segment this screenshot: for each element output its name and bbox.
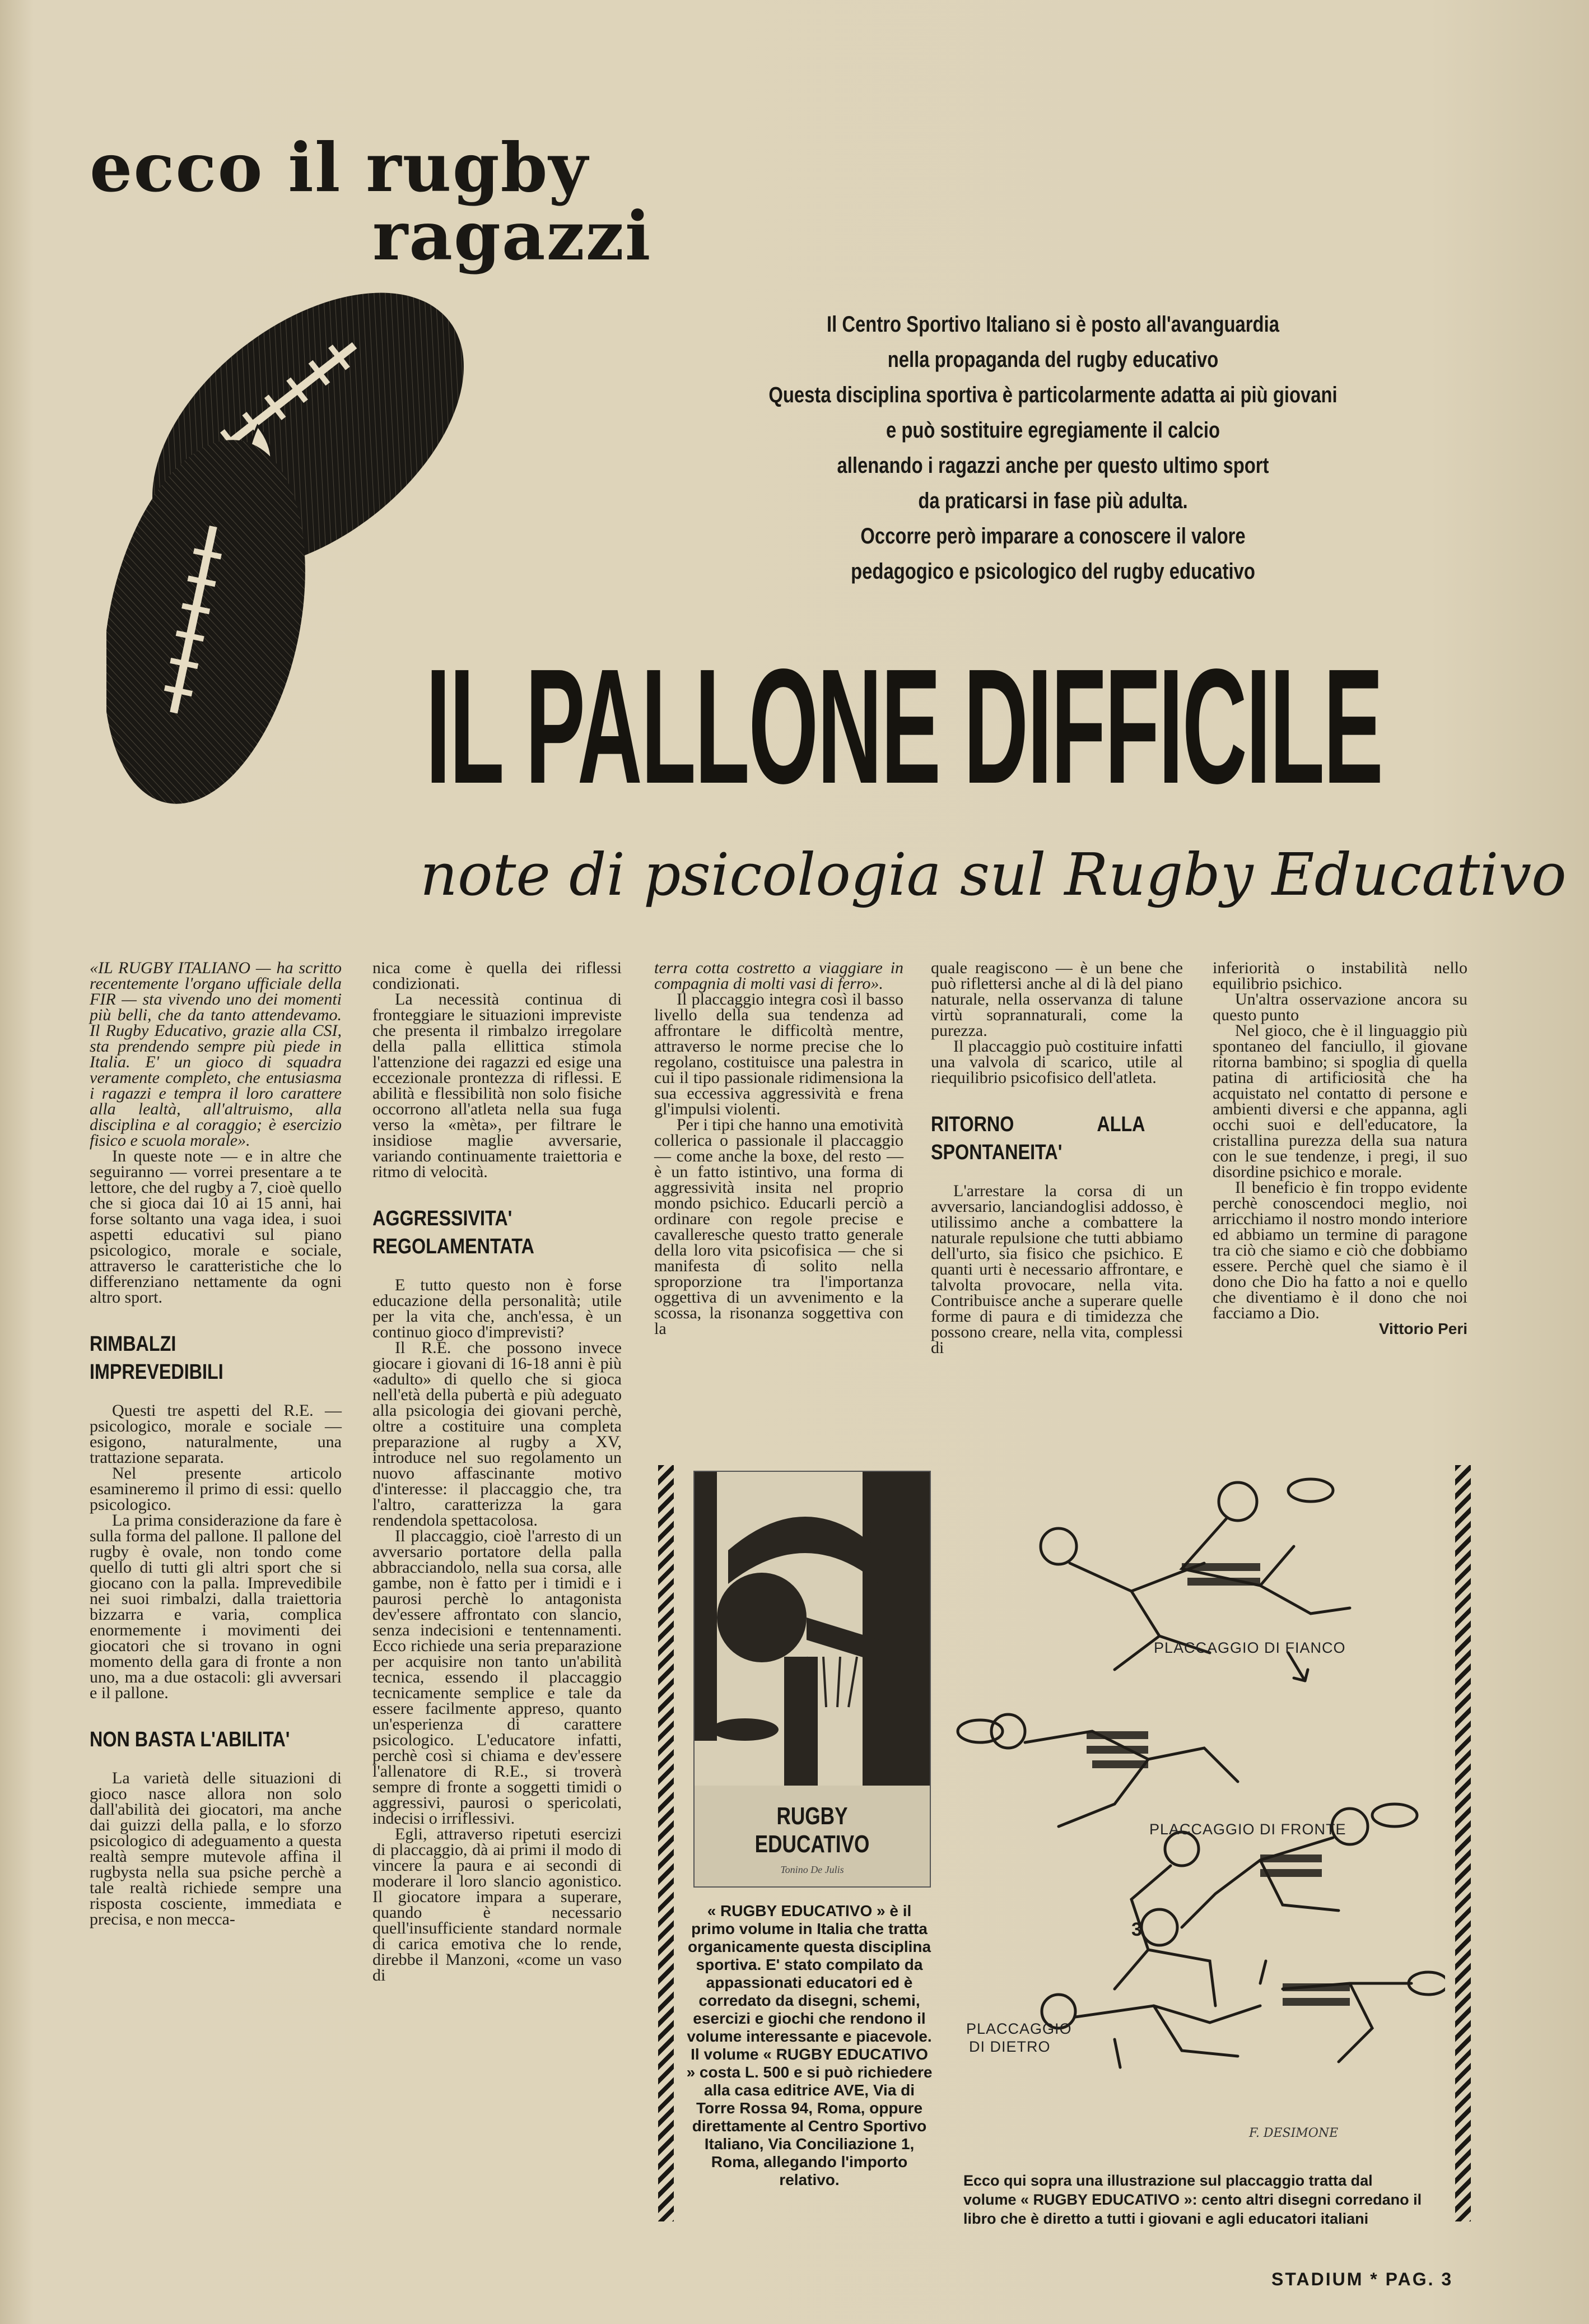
paragraph: inferiorità o instabilità nello equilibrio psichico. xyxy=(1213,959,1467,993)
label-behind-tackle-2: DI DIETRO xyxy=(969,2038,1051,2055)
subhead: note di psicologia sul Rugby Educativo xyxy=(420,840,1567,909)
label-behind-tackle-1: PLACCAGGIO xyxy=(966,2020,1072,2037)
label-side-tackle: PLACCAGGIO DI FIANCO xyxy=(1154,1639,1346,1656)
section-heading: NON BASTA L'ABILITA' xyxy=(90,1728,290,1751)
paragraph: E tutto questo non è forse educazione della personalità; utile per la vita che, anch'essa, è un continuo gioco d'imprevisti? xyxy=(372,1276,622,1341)
page-folio: STADIUM * PAG. 3 xyxy=(1271,2269,1453,2289)
article-column-1 xyxy=(90,960,342,1927)
box-border-right xyxy=(1455,1465,1471,2221)
section-heading: RIMBALZI IMPREVEDIBILI xyxy=(90,1332,223,1384)
paragraph: nica come è quella dei riflessi condizionati. xyxy=(372,959,622,993)
article-column-3 xyxy=(654,960,903,1337)
paragraph: La varietà delle situazioni di gioco nasce allora non solo dall'abilità dei giocatori, ma anche dai guizzi della palla, e lo sforzo psicologico di adeguamento a questa realtà sempre mutevole affina il rugbysta nella sua psiche perchè a tale realtà richiede sempre una risposta cosciente, immediata e precisa, e non mecca- xyxy=(90,1769,342,1928)
author-signature: Vittorio Peri xyxy=(1378,1320,1467,1337)
deck-line: da praticarsi in fase più adulta. xyxy=(918,489,1188,513)
tackle-illustration xyxy=(947,1468,1445,2101)
article-column-5 xyxy=(1213,960,1467,1337)
artist-signature: F. DESIMONE xyxy=(1249,2126,1339,2140)
headline: IL PALLONE DIFFICILE xyxy=(426,635,1382,817)
paragraph: Il R.E. che possono invece giocare i giovani di 16-18 anni è più «adulto» di quello che si gioca nell'età della pubertà e più adeguato alla psicologia dei giovani perchè, oltre a costituire una completa preparazione al rugby a XV, introduce nel suo regolamento un nuovo affascinante motivo d'interesse: il placcaggio che, tra l'altro, caratterizza la gara rendendola spettacolosa. xyxy=(372,1338,622,1530)
section-heading: AGGRESSIVITA' REGOLAMENTATA xyxy=(372,1207,534,1258)
deck-line: allenando i ragazzi anche per questo ultimo sport xyxy=(837,453,1269,478)
section-heading: RITORNO ALLA SPONTANEITA' xyxy=(931,1113,1145,1164)
book-cover-title: RUGBY EDUCATIVO xyxy=(754,1802,870,1858)
kicker-line-2: ragazzi xyxy=(372,197,652,276)
paragraph: Nel gioco, che è il linguaggio più spontaneo del fanciullo, il giovane ritorna bambino; si spoglia di quella patina di artificiosità che ha acquistato nel contatto di persone e ambienti diversi e che appanna, agli occhi suoi e dell'educatore, la cristallina purezza della sua natura con le sue tendenze, i pregi, il suo disordine psichico e morale. xyxy=(1213,1021,1467,1181)
book-cover-art xyxy=(695,1472,930,1786)
paragraph: quale reagiscono — è un bene che può riflettersi anche al di là del piano naturale, nella osservanza di talune virtù soprannaturali, come la purezza. xyxy=(931,959,1183,1040)
intro-quote: «IL RUGBY ITALIANO — ha scritto recentemente l'organo ufficiale della FIR — sta vivendo uno dei momenti più belli, che da tanto attendevamo. Il Rugby Educativo, grazie alla CSI, sta prendendo sempre più piede in Italia. E' un gioco di squadra veramente completo, che entusiasma i ragazzi e tempra il loro carattere alla lealtà, all'altruismo, alla disciplina e al coraggio; è esercizio fisico e scuola morale». xyxy=(90,959,342,1150)
paragraph: Egli, attraverso ripetuti esercizi di placcaggio, dà ai primi il modo di vincere la paura e ai secondi di moderare il loro slancio agonistico. Il giocatore impara a superare, quando è necessario quell'insufficiente standard normale di carica emotiva che lo rende, direbbe il Manzoni, «come un vaso di xyxy=(372,1825,622,1984)
paragraph: Il beneficio è fin troppo evidente perchè conoscendoci meglio, noi arricchiamo il nostro mondo interiore ed abbiamo un termine di paragone tra ciò che siamo e ciò che dobbiamo essere. Perchè quel che siamo è il dono che Dio ha fatto a noi e quello che diventiamo è il dono che noi facciamo a Dio. xyxy=(1213,1178,1467,1322)
paragraph: In queste note — e in altre che seguiranno — vorrei presentare a te lettore, che del rugby a 7, cioè quello che si gioca dai 10 ai 15 anni, hai forse soltanto una vaga idea, i suoi aspetti educativi sul piano psicologico, morale e sociale, attraverso le caratteristiche che lo differenziano nettamente da ogni altro sport. xyxy=(90,1147,342,1307)
kicker-line-1: ecco il rugby xyxy=(90,128,589,207)
paragraph: Nel presente articolo esamineremo il primo di essi: quello psicologico. xyxy=(90,1464,342,1514)
label-front-tackle: PLACCAGGIO DI FRONTE xyxy=(1149,1821,1346,1838)
paragraph: La necessità continua di fronteggiare le situazioni impreviste che presenta il rimbalzo irregolare della palla ellittica stimola l'attenzione dei ragazzi ed esige una eccezionale prontezza di riflessi. E abilità e flessibilità non solo fisiche occorrono all'atleta nella sua fuga verso la «mèta», per filtrare le insidiose maglie avversarie, variando continuamente traiettoria e ritmo di velocità. xyxy=(372,990,622,1181)
deck-line: Questa disciplina sportiva è particolarmente adatta ai più giovani xyxy=(768,383,1338,407)
book-caption: « RUGBY EDUCATIVO » è il primo volume in Italia che tratta organicamente questa disciplina sportiva. E' stato compilato da appassionati educatori ed è corredato da disegni, schemi, esercizi e giochi che rendono il volume interessante e piacevole. Il volume « RUGBY EDUCATIVO » costa L. 500 e si può richiedere alla casa editrice AVE, Via di Torre Rossa 94, Roma, oppure direttamente al Centro Sportivo Italiano, Via Conciliazione 1, Roma, allegando l'importo relativo. xyxy=(686,1902,933,2188)
box-border-left xyxy=(658,1465,674,2221)
rugby-balls-illustration xyxy=(106,291,476,807)
deck xyxy=(661,307,1445,589)
deck-line: Occorre però imparare a conoscere il valore xyxy=(860,524,1246,549)
paragraph: Per i tipi che hanno una emotività collerica o passionale il placcaggio — come anche la boxe, del resto — è un fatto istintivo, una forma di aggressività insita nel proprio mondo psichico. Educarli perciò a ordinare con regole precise e cavalleresche questo tratto generale della loro vita psicofisica — che si manifesta di solito nella sproporzione tra l'importanza oggettiva di un avvenimento e la scossa, la risonanza soggettiva con la xyxy=(654,1115,903,1338)
paragraph: Il placcaggio, cioè l'arresto di un avversario portatore della palla abbracciandolo, nella sua corsa, alle gambe, non è fatto per i timidi e i paurosi perchè lo antagonista dev'essere affrontato con slancio, senza indecisioni e tentennamenti. Ecco richiede una seria preparazione per acquisire non tanto un'abilità tecnica, essendo il placcaggio tecnicamente semplice e tale da essere facilmente appreso, quanto un'esperienza di carattere psicologico. L'educatore infatti, perchè così si chiama e dev'essere l'allenatore di R.E., si troverà sempre di fronte a soggetti timidi o aggressivi, paurosi o spericolati, indecisi o irriflessivi. xyxy=(372,1527,622,1828)
deck-line: nella propaganda del rugby educativo xyxy=(887,347,1219,372)
book-cover xyxy=(693,1471,931,1888)
jersey-number: 3 xyxy=(1131,1919,1142,1940)
article-column-4 xyxy=(931,960,1183,1356)
paragraph: Il placcaggio integra così il basso livello della sua tendenza ad affrontare le difficoltà mentre, attraverso le norme precise che lo regolano, costituisce una palestra in cui il tipo passionale ridimensiona la sua eccessiva aggressività e frena gl'impulsi violenti. xyxy=(654,990,903,1118)
paragraph: terra cotta costretto a viaggiare in compagnia di molti vasi di ferro». xyxy=(654,959,903,993)
paragraph: Questi tre aspetti del R.E. — psicologico, morale e sociale — esigono, naturalmente, una trattazione separata. xyxy=(90,1401,342,1467)
deck-line: Il Centro Sportivo Italiano si è posto all'avanguardia xyxy=(827,312,1279,337)
paragraph: Un'altra osservazione ancora su questo punto xyxy=(1213,990,1467,1024)
deck-line: pedagogico e psicologico del rugby educativo xyxy=(851,559,1255,584)
article-column-2 xyxy=(372,960,622,1983)
book-cover-author: Tonino De Julis xyxy=(780,1864,844,1875)
paragraph: L'arrestare la corsa di un avversario, lanciandoglisi addosso, è utilissimo anche a combattere la naturale repulsione che tutti abbiamo dell'urto, sia fisico che psichico. E quanti urti è necessario affrontare, e talvolta provocare, nella vita. Contribuisce anche a superare quelle forme di paura e di timidezza che possono creare, nella vita, complessi di xyxy=(931,1182,1183,1357)
illustration-caption: Ecco qui sopra una illustrazione sul placcaggio tratta dal volume « RUGBY EDUCATIVO »: cento altri disegni corredano il libro che è diretto a tutti i giovani e agli educatori italiani xyxy=(963,2172,1422,2227)
paragraph: Il placcaggio può costituire infatti una valvola di scarico, utile al riequilibrio psicofisico dell'atleta. xyxy=(931,1037,1183,1087)
deck-line: e può sostituire egregiamente il calcio xyxy=(886,418,1220,443)
paragraph: La prima considerazione da fare è sulla forma del pallone. Il pallone del rugby è ovale, non tondo come quello di tutti gli altri sport che si giocano con la palla. Imprevedibile nei suoi rimbalzi, dalla traiettoria bizzarra e varia, complica enormemente i movimenti dei giocatori che si trovano in ogni momento della gara di fronte a non uno, ma a due ostacoli: gli avversari e il pallone. xyxy=(90,1511,342,1702)
